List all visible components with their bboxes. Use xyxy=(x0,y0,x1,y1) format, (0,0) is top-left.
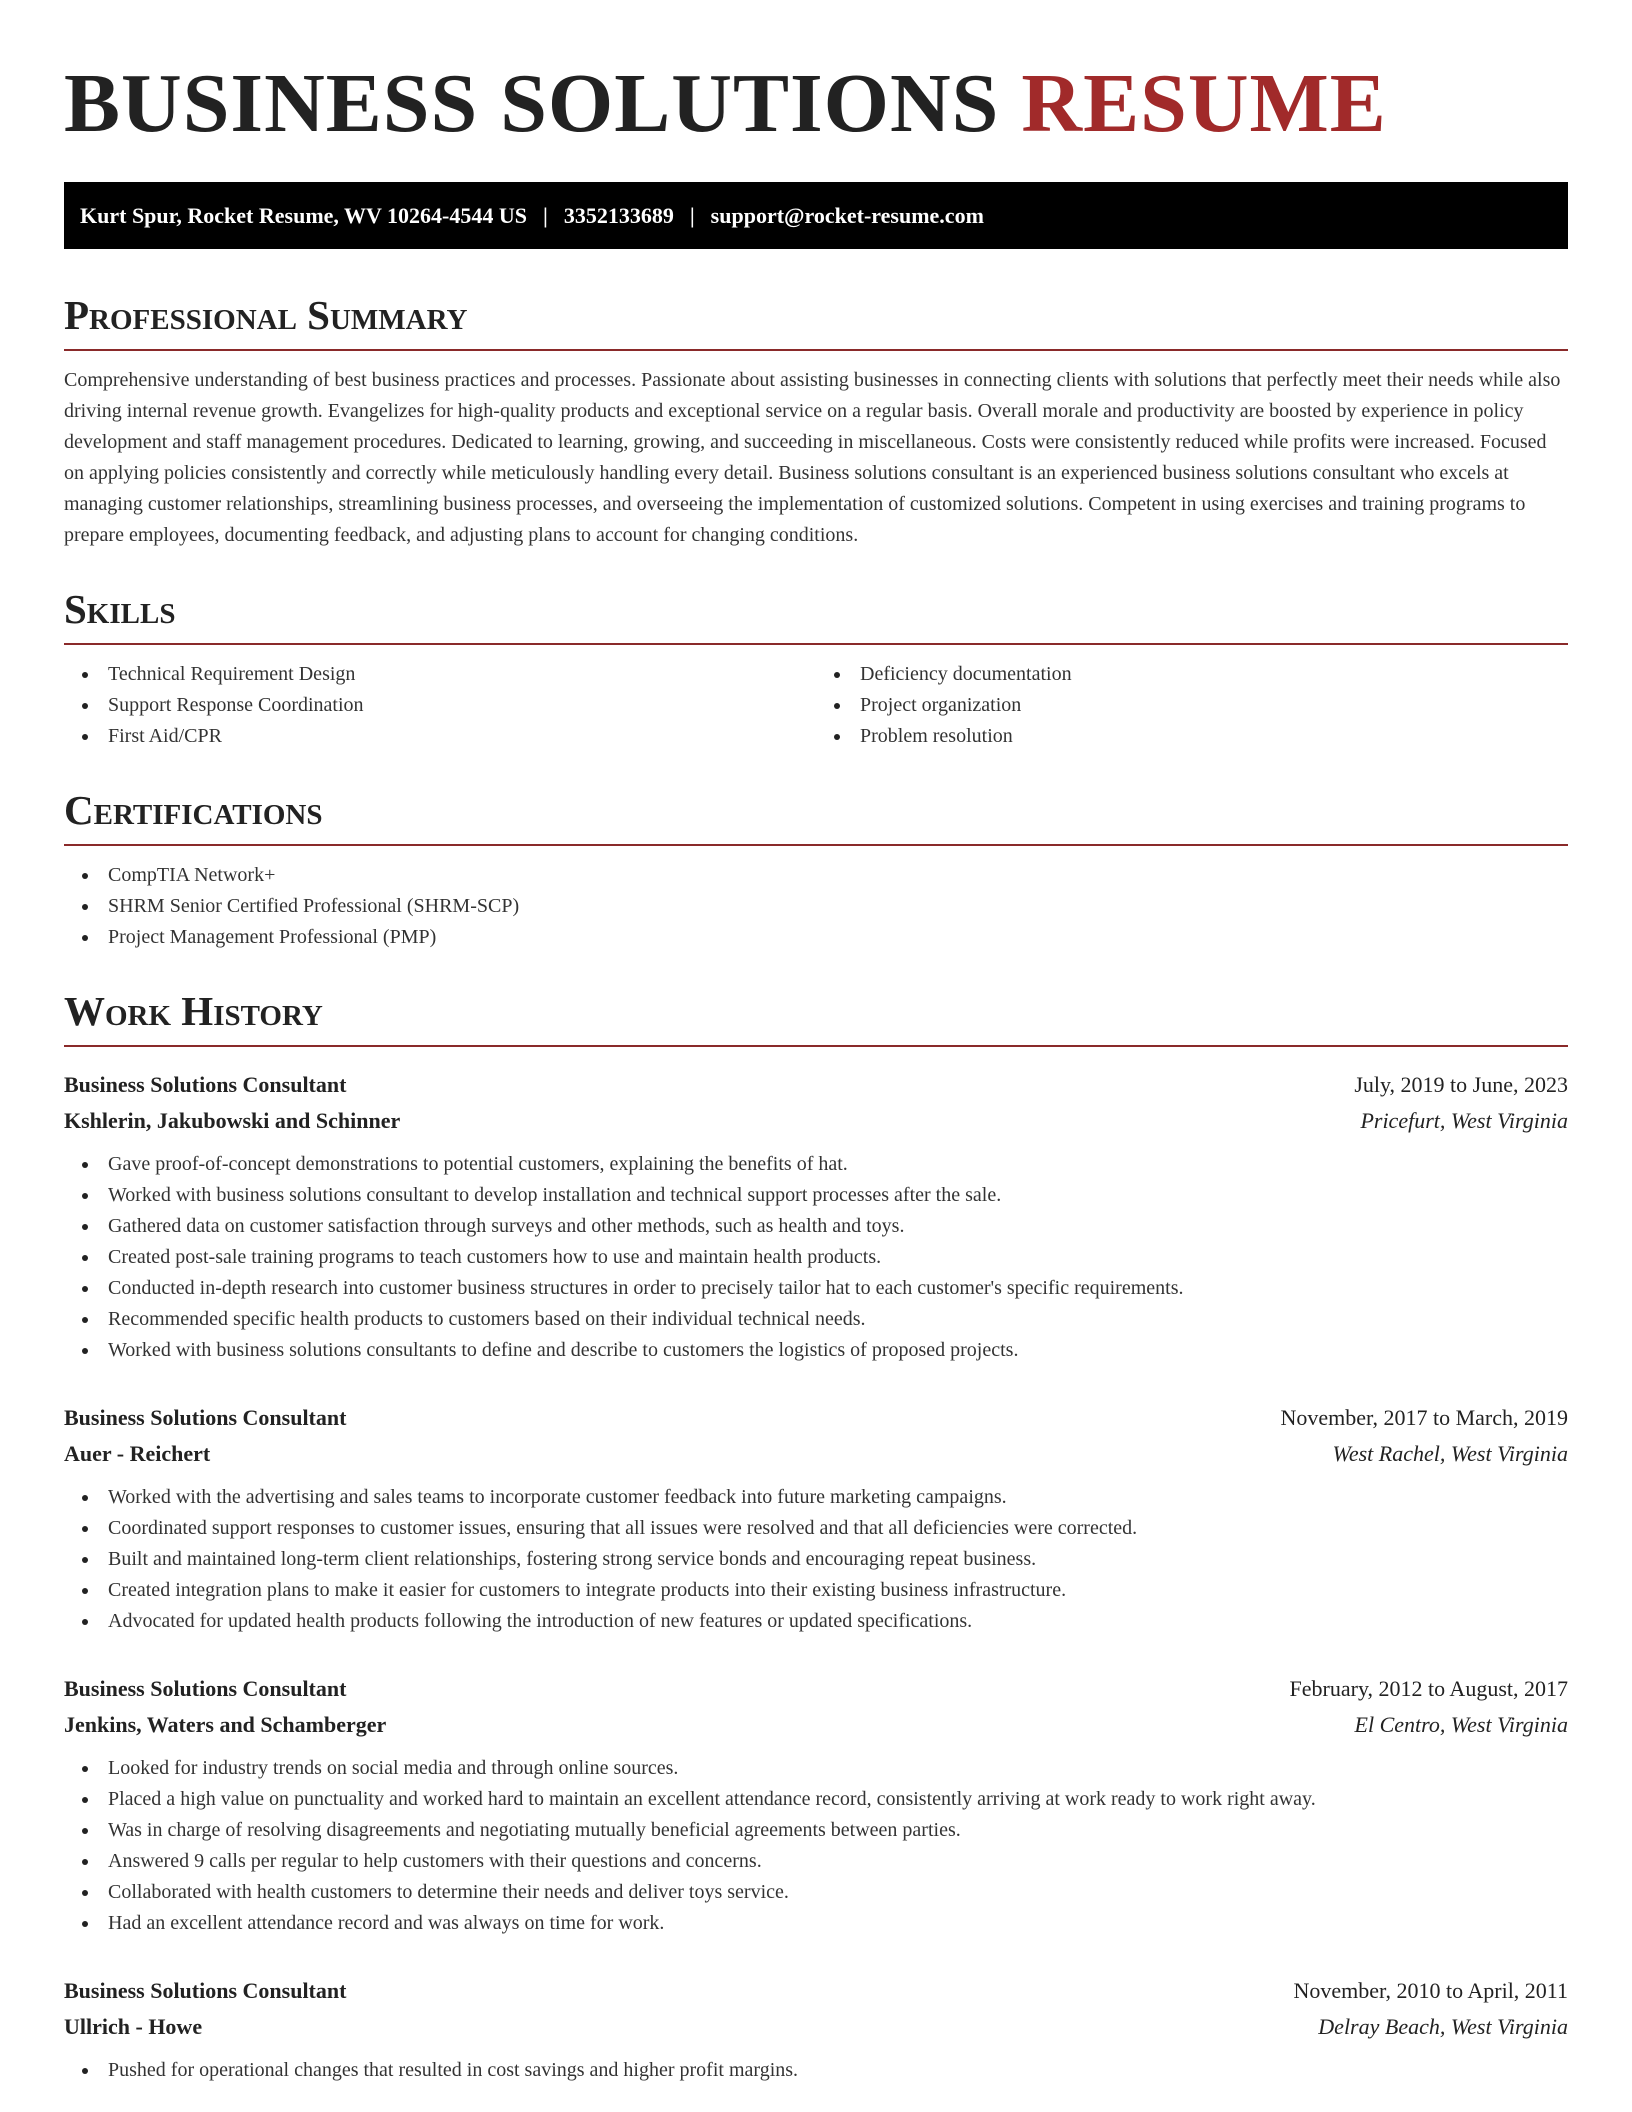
contact-email: support@rocket-resume.com xyxy=(710,202,984,228)
job-bullet: Created post-sale training programs to teach customers how to use and maintain health products. xyxy=(108,1242,1568,1273)
job-bullets xyxy=(64,1482,1568,1637)
resume-title xyxy=(64,0,1568,150)
job-title: Business Solutions Consultant xyxy=(64,1072,347,1097)
certifications-section xyxy=(64,786,1568,953)
skill-item: Support Response Coordination xyxy=(108,690,816,721)
contact-phone: 3352133689 xyxy=(563,202,674,228)
job-title: Business Solutions Consultant xyxy=(64,1405,347,1430)
job-bullet: Had an excellent attendance record and was always on time for work. xyxy=(108,1908,1568,1939)
job-entry xyxy=(64,1671,1568,1939)
contact-separator: | xyxy=(542,202,548,228)
title-accent: RESUME xyxy=(1021,57,1387,150)
job-company-row xyxy=(64,2009,1568,2045)
certification-item: CompTIA Network+ xyxy=(108,860,1568,891)
job-dates: November, 2010 to April, 2011 xyxy=(1293,1978,1568,2003)
job-header-row xyxy=(64,1400,1568,1436)
job-bullet: Answered 9 calls per regular to help customers with their questions and concerns. xyxy=(108,1846,1568,1877)
job-bullet: Gathered data on customer satisfaction through surveys and other methods, such as health and toys. xyxy=(108,1211,1568,1242)
job-bullets xyxy=(64,2055,1568,2086)
job-bullet: Gave proof-of-concept demonstrations to potential customers, explaining the benefits of hat. xyxy=(108,1149,1568,1180)
title-main: BUSINESS SOLUTIONS xyxy=(64,57,1000,150)
job-bullet: Worked with business solutions consultant to develop installation and technical support processes after the sale. xyxy=(108,1180,1568,1211)
job-company: Kshlerin, Jakubowski and Schinner xyxy=(64,1108,401,1133)
job-company-row xyxy=(64,1707,1568,1743)
skills-list-right xyxy=(816,659,1568,752)
certification-item: Project Management Professional (PMP) xyxy=(108,922,1568,953)
job-dates: November, 2017 to March, 2019 xyxy=(1280,1405,1568,1430)
job-bullet: Pushed for operational changes that resulted in cost savings and higher profit margins. xyxy=(108,2055,1568,2086)
contact-bar xyxy=(64,182,1568,249)
certification-item: SHRM Senior Certified Professional (SHRM-SCP) xyxy=(108,891,1568,922)
job-title: Business Solutions Consultant xyxy=(64,1676,347,1701)
summary-section xyxy=(64,291,1568,551)
contact-separator: | xyxy=(689,202,695,228)
job-entry xyxy=(64,1973,1568,2086)
contact-address: Kurt Spur, Rocket Resume, WV 10264-4544 US xyxy=(80,202,527,228)
skills-heading: Skills xyxy=(64,585,1568,645)
work-history-heading: Work History xyxy=(64,987,1568,1047)
job-company-row xyxy=(64,1436,1568,1472)
job-bullet: Was in charge of resolving disagreements and negotiating mutually beneficial agreements between parties. xyxy=(108,1815,1568,1846)
job-bullet: Worked with the advertising and sales teams to incorporate customer feedback into future marketing campaigns. xyxy=(108,1482,1568,1513)
job-bullets xyxy=(64,1149,1568,1366)
job-header-row xyxy=(64,1973,1568,2009)
job-dates: February, 2012 to August, 2017 xyxy=(1289,1676,1568,1701)
job-bullet: Coordinated support responses to customer issues, ensuring that all issues were resolved and that all deficiencies were corrected. xyxy=(108,1513,1568,1544)
job-header-row xyxy=(64,1067,1568,1103)
job-bullet: Advocated for updated health products following the introduction of new features or updated specifications. xyxy=(108,1606,1568,1637)
job-dates: July, 2019 to June, 2023 xyxy=(1354,1072,1568,1097)
summary-text: Comprehensive understanding of best business practices and processes. Passionate about assisting businesses in connecting clients with solutions that perfectly meet their needs while also driving internal revenue growth. Evangelizes for high-quality products and exceptional service on a regular basis. Overall morale and productivity are boosted by experience in policy development and staff management procedures. Dedicated to learning, growing, and succeeding in miscellaneous. Costs were consistently reduced while profits were increased. Focused on applying policies consistently and correctly while meticulously handling every detail. Business solutions consultant is an experienced business solutions consultant who excels at managing customer relationships, streamlining business processes, and overseeing the implementation of customized solutions. Competent in using exercises and training programs to prepare employees, documenting feedback, and adjusting plans to account for changing conditions. xyxy=(64,369,1561,546)
job-bullet: Built and maintained long-term client relationships, fostering strong service bonds and encouraging repeat business. xyxy=(108,1544,1568,1575)
job-bullet: Worked with business solutions consultants to define and describe to customers the logistics of proposed projects. xyxy=(108,1335,1568,1366)
certifications-heading: Certifications xyxy=(64,786,1568,846)
skills-section xyxy=(64,585,1568,752)
job-company: Jenkins, Waters and Schamberger xyxy=(64,1712,387,1737)
job-bullet: Looked for industry trends on social media and through online sources. xyxy=(108,1753,1568,1784)
job-bullet: Created integration plans to make it easier for customers to integrate products into their existing business infrastructure. xyxy=(108,1575,1568,1606)
certifications-list xyxy=(64,860,1568,953)
job-entry xyxy=(64,1067,1568,1366)
job-entry xyxy=(64,1400,1568,1637)
summary-heading: Professional Summary xyxy=(64,291,1568,351)
job-location: Pricefurt, West Virginia xyxy=(1360,1108,1568,1133)
job-bullets xyxy=(64,1753,1568,1939)
job-bullet: Recommended specific health products to customers based on their individual technical needs. xyxy=(108,1304,1568,1335)
job-header-row xyxy=(64,1671,1568,1707)
skills-grid xyxy=(64,659,1568,752)
job-bullet: Placed a high value on punctuality and worked hard to maintain an excellent attendance record, consistently arriving at work ready to work right away. xyxy=(108,1784,1568,1815)
skill-item: Deficiency documentation xyxy=(860,659,1568,690)
skill-item: First Aid/CPR xyxy=(108,721,816,752)
job-bullet: Conducted in-depth research into customer business structures in order to precisely tailor hat to each customer's specific requirements. xyxy=(108,1273,1568,1304)
skill-item: Problem resolution xyxy=(860,721,1568,752)
skills-list-left xyxy=(64,659,816,752)
job-company: Ullrich - Howe xyxy=(64,2014,203,2039)
job-bullet: Collaborated with health customers to determine their needs and deliver toys service. xyxy=(108,1877,1568,1908)
skill-item: Technical Requirement Design xyxy=(108,659,816,690)
job-location: El Centro, West Virginia xyxy=(1354,1712,1568,1737)
job-title: Business Solutions Consultant xyxy=(64,1978,347,2003)
skill-item: Project organization xyxy=(860,690,1568,721)
job-location: West Rachel, West Virginia xyxy=(1332,1441,1568,1466)
job-company-row xyxy=(64,1103,1568,1139)
job-location: Delray Beach, West Virginia xyxy=(1318,2014,1568,2039)
work-history-section xyxy=(64,987,1568,2086)
job-company: Auer - Reichert xyxy=(64,1441,211,1466)
